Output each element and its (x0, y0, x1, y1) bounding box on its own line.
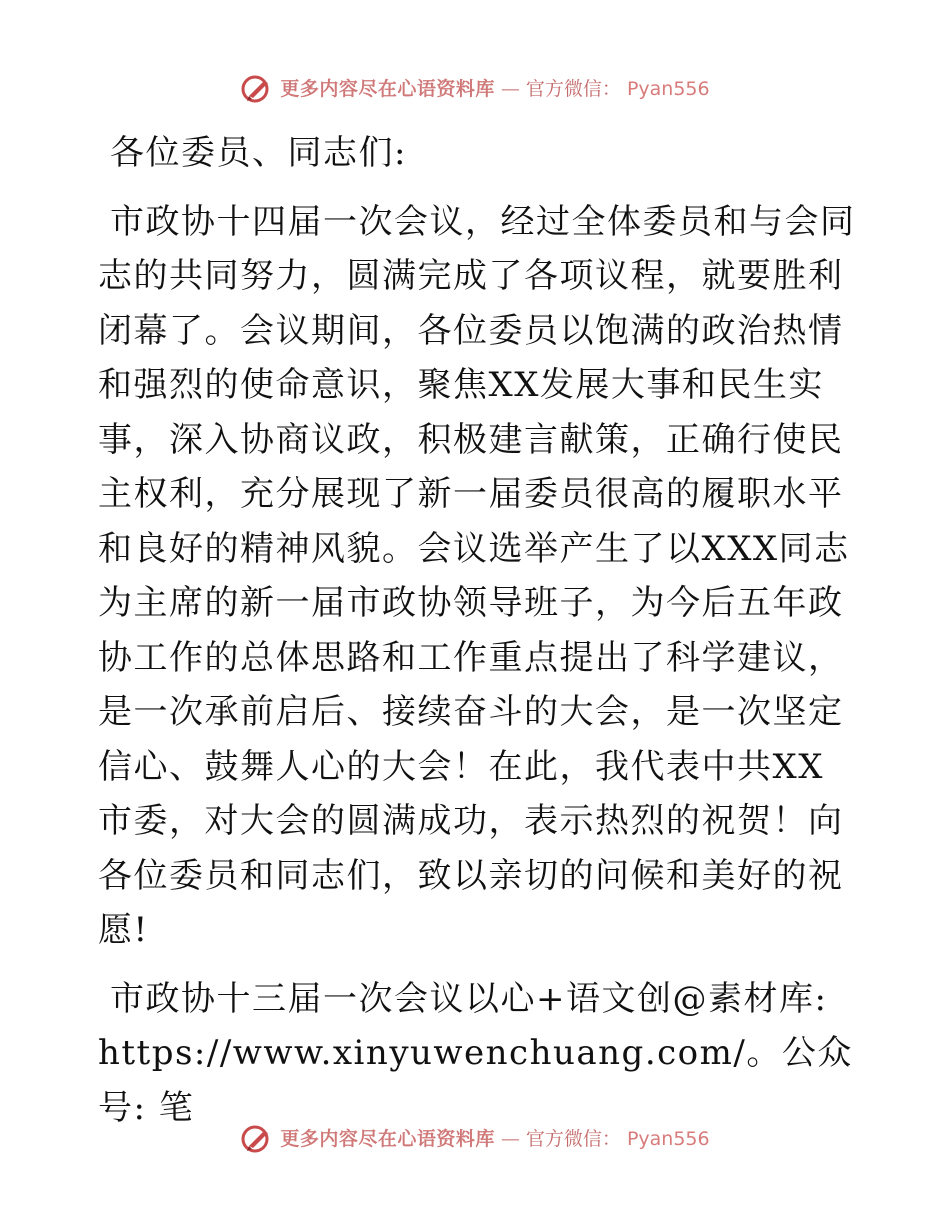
paragraph-1: 市政协十四届一次会议，经过全体委员和与会同志的共同努力，圆满完成了各项议程，就要胜利闭幕了。会议期间，各位委员以饱满的政治热情和强烈的使命意识，聚焦XX发展大事和民生实事，深入协商议政，积极建言献策，正确行使民主权利，充分展现了新一届委员很高的履职水平和良好的精神风貌。会议选举产生了以XXX同志为主席的新一届市政协领导班子，为今后五年政协工作的总体思路和工作重点提出了科学建议，是一次承前启后、接续奋斗的大会，是一次坚定信心、鼓舞人心的大会！在此，我代表中共XX市委，对大会的圆满成功，表示热烈的祝贺！向各位委员和同志们，致以亲切的问候和美好的祝愿! (98, 201, 856, 950)
watermark-sub-text: 官方微信： (525, 78, 621, 100)
paragraph-2: 市政协十三届一次会议以心+语文创@素材库: https://www.xinyuwenchuang.com/。公众号: 笔 (98, 978, 853, 1128)
watermark-separator: — (500, 78, 520, 100)
watermark-separator: — (500, 1128, 520, 1150)
watermark-handle: Pyan556 (626, 78, 710, 100)
watermark-main-text: 更多内容尽在心语资料库 (280, 1128, 495, 1150)
pen-logo-icon (240, 1124, 274, 1154)
salutation: 各位委员、同志们: (110, 133, 407, 173)
watermark-main-text: 更多内容尽在心语资料库 (280, 78, 495, 100)
watermark-sub-text: 官方微信： (525, 1128, 621, 1150)
watermark-handle: Pyan556 (626, 1128, 710, 1150)
document-body (98, 126, 858, 1135)
footer-watermark (0, 1124, 950, 1154)
pen-logo-icon (240, 74, 274, 104)
header-watermark (0, 74, 950, 104)
